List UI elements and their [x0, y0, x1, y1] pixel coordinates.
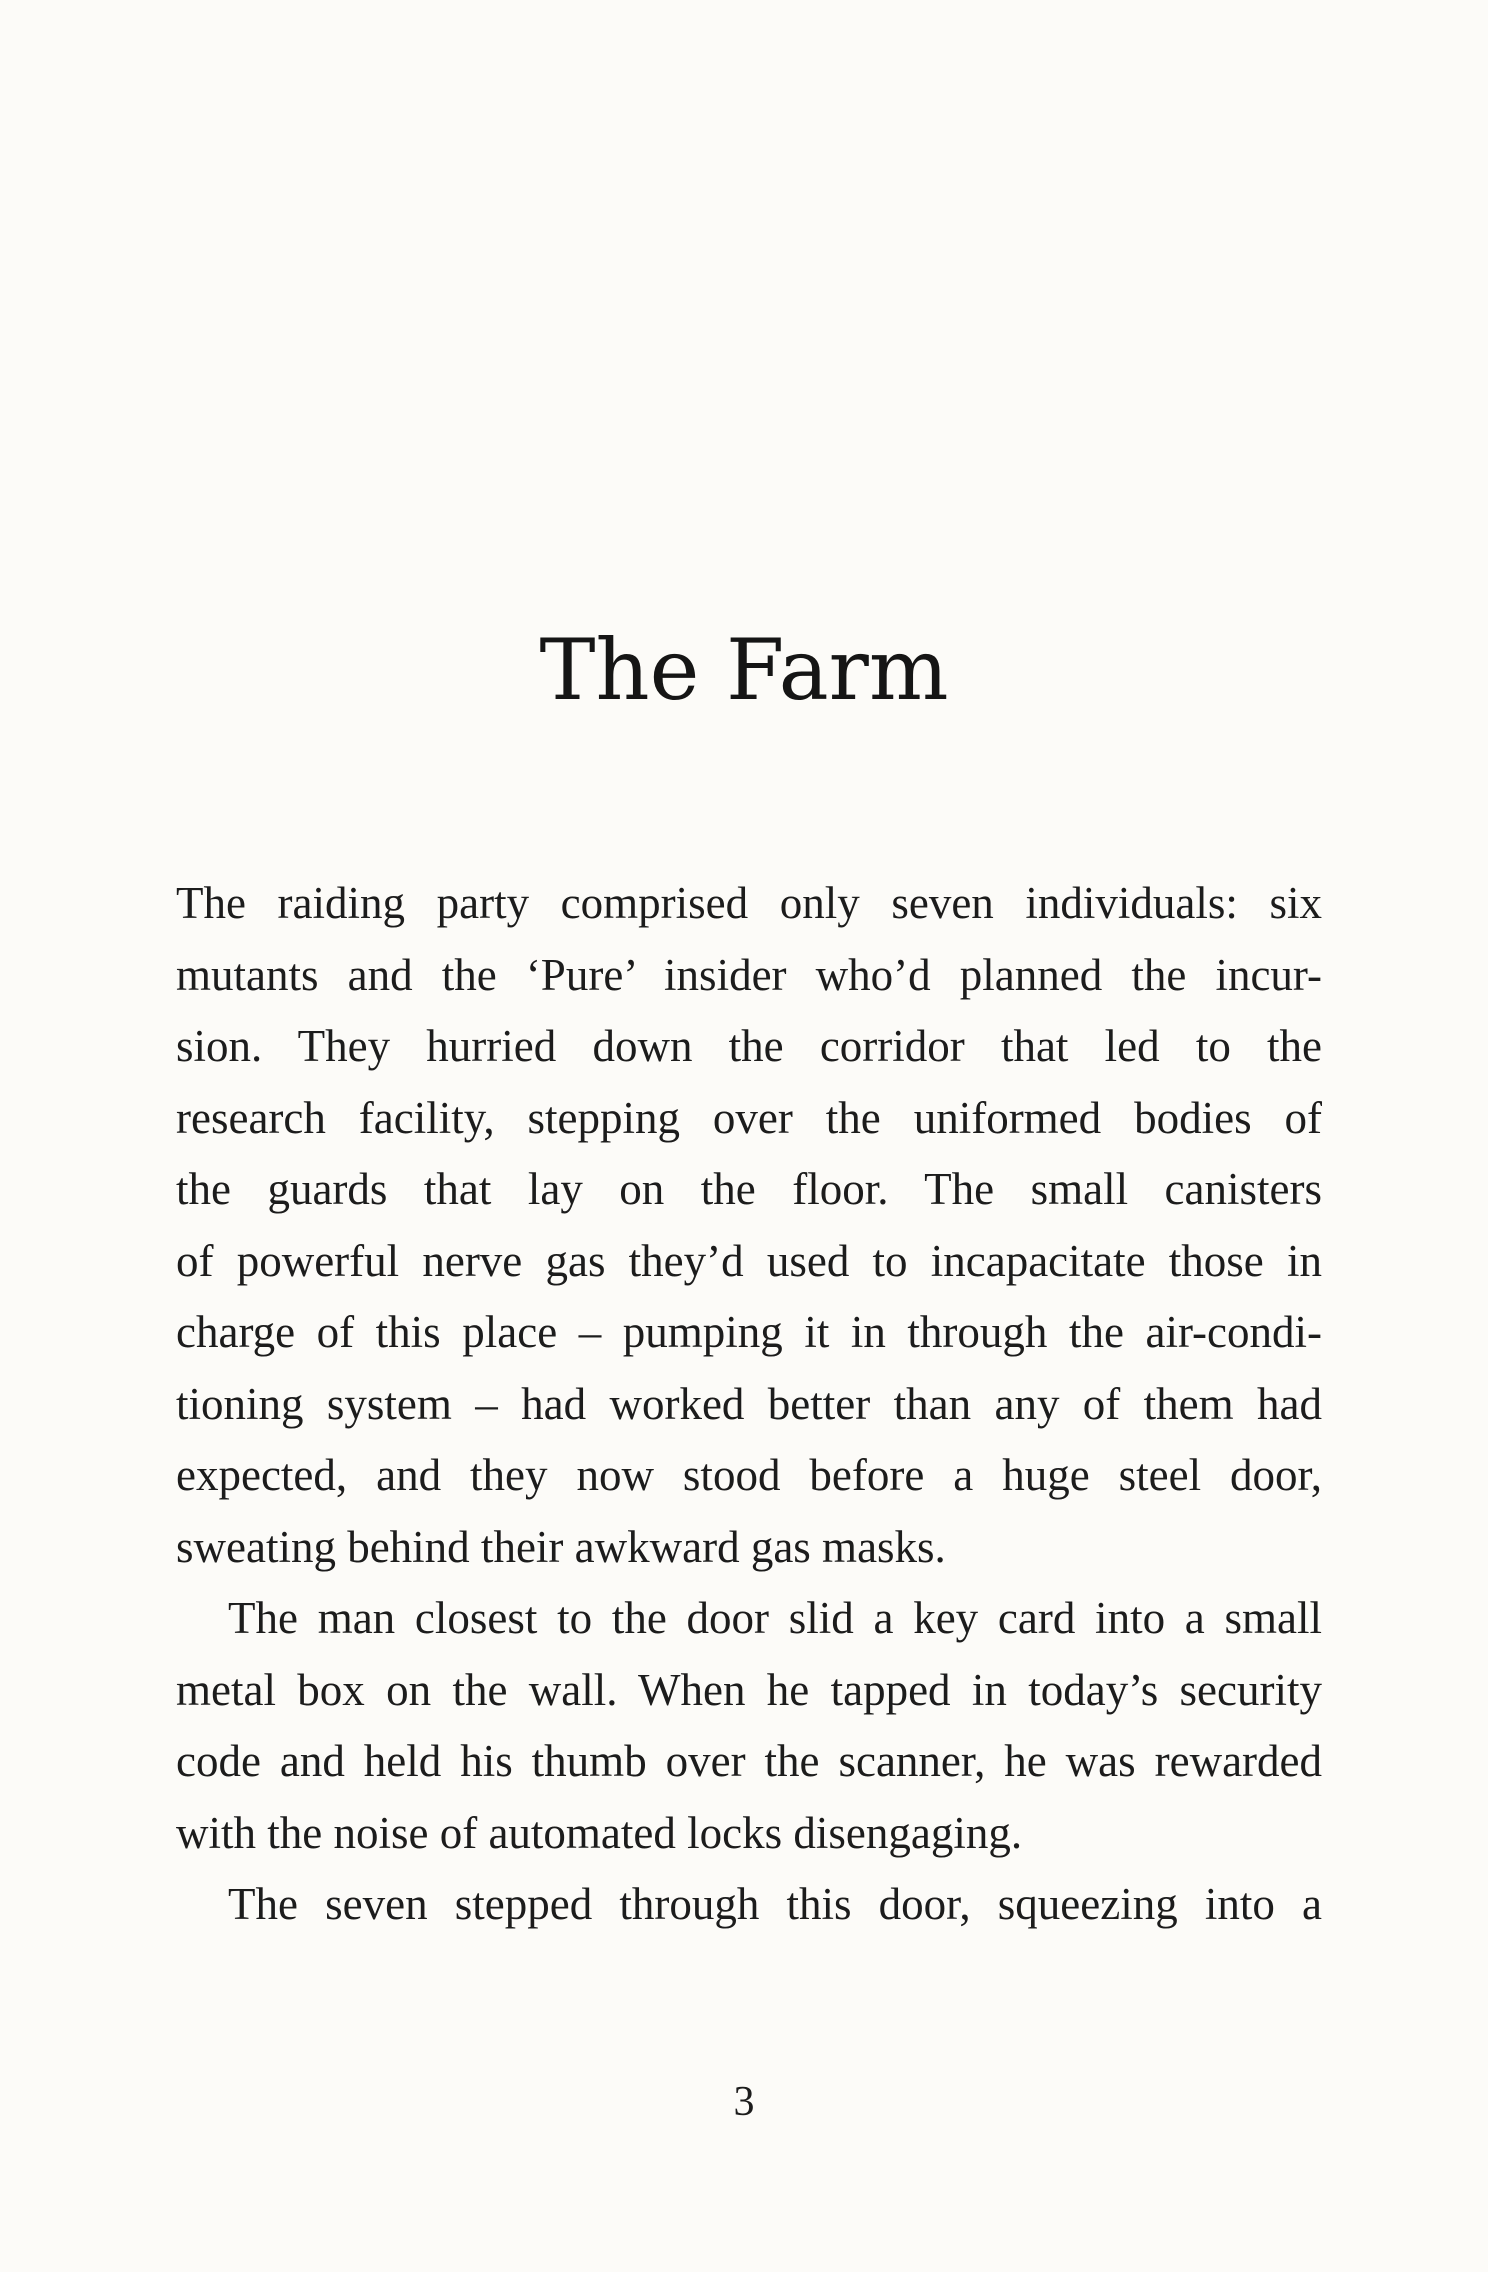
page-number: 3	[733, 2079, 755, 2125]
text-line: of powerful nerve gas they’d used to incapacitate those in	[176, 1235, 1322, 1286]
text-line: code and held his thumb over the scanner, he was rewarded	[176, 1736, 1322, 1786]
text-line: sion. They hurried down the corridor that led to the	[176, 1021, 1322, 1071]
text-line: sweating behind their awkward gas masks.	[176, 1521, 946, 1572]
text-line: tioning system – had worked better than any of them had	[176, 1378, 1322, 1429]
text-line: the guards that lay on the floor. The small canisters	[176, 1164, 1322, 1214]
text-line: The seven stepped through this door, squeezing into a	[228, 1879, 1322, 1929]
text-line: with the noise of automated locks disengaging.	[176, 1807, 1023, 1858]
text-line: metal box on the wall. When he tapped in today’s security	[176, 1664, 1322, 1715]
text-line: The raiding party comprised only seven individuals: six	[176, 878, 1322, 928]
text-line: research facility, stepping over the uniformed bodies of	[176, 1092, 1322, 1143]
text-line: The man closest to the door slid a key card into a small	[228, 1593, 1322, 1643]
text-line: mutants and the ‘Pure’ insider who’d planned the incur-	[176, 949, 1322, 1000]
text-line: expected, and they now stood before a huge steel door,	[176, 1450, 1322, 1500]
chapter-body	[176, 868, 1322, 1941]
chapter-title: The Farm	[539, 621, 949, 719]
text-line: charge of this place – pumping it in through the air-condi-	[176, 1307, 1322, 1357]
